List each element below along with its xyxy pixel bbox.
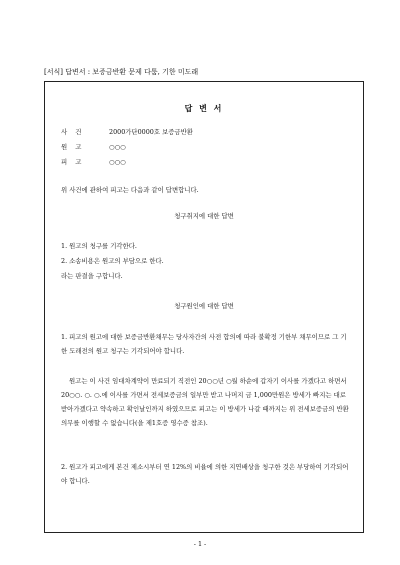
document-caption: [서식] 답변서 : 보증금반환 문제 다툼, 기한 미도래	[44, 68, 199, 76]
document-frame	[44, 81, 364, 533]
claim-item: 1. 원고의 청구를 기각한다.	[61, 242, 137, 250]
grounds-paragraph-2: 원고는 이 사건 임대차계약이 만료되기 직전인 20○○년 ○월 하순에 갑자기 이사를 가겠다고 하면서 20○○. ○. ○.에 이사를 가면서 전세보증금의 일부만 받고 나머지 금 1,000만원은 방세가 빠지는 대로 받아가겠다고 약속하고 확인날인까지 하였으므로 피고는 이 방세가 나갈 때까지는 위 전세보증금의 반환의무를 이행할 수 없습니다(을 제1호증 영수증 참조).	[61, 377, 349, 427]
case-label: 사 건	[61, 128, 85, 136]
defendant-value: ○○○	[109, 158, 126, 166]
claim-item: 라는 판결을 구합니다.	[61, 272, 123, 280]
page-number: - 1 -	[193, 540, 207, 548]
claim-item: 2. 소송비용은 원고의 부담으로 한다.	[61, 257, 164, 265]
defendant-label: 피 고	[61, 158, 85, 166]
plaintiff-row	[61, 143, 126, 151]
grounds-paragraph-3: 2. 원고가 피고에게 본건 제소시부터 연 12%의 비율에 의한 지연배상을 청구한 것은 부당하여 기각되어야 합니다.	[61, 463, 349, 485]
case-value: 2000가단0000호 보증금반환	[109, 128, 193, 136]
grounds-paragraph-1: 1. 피고의 원고에 대한 보증금반환채무는 당사자간의 사전 합의에 따라 불확정 기한부 채무이므로 그 기한 도래전의 원고 청구는 기각되어야 합니다.	[61, 333, 347, 355]
section-grounds-title: 청구원인에 대한 답변	[174, 302, 234, 310]
case-row	[61, 128, 193, 136]
document-title: 답 변 서	[184, 103, 224, 113]
defendant-row	[61, 158, 126, 166]
intro-text: 위 사건에 관하여 피고는 다음과 같이 답변합니다.	[61, 186, 199, 194]
section-claims-title: 청구취지에 대한 답변	[174, 212, 234, 220]
plaintiff-value: ○○○	[109, 143, 126, 151]
plaintiff-label: 원 고	[61, 143, 85, 151]
